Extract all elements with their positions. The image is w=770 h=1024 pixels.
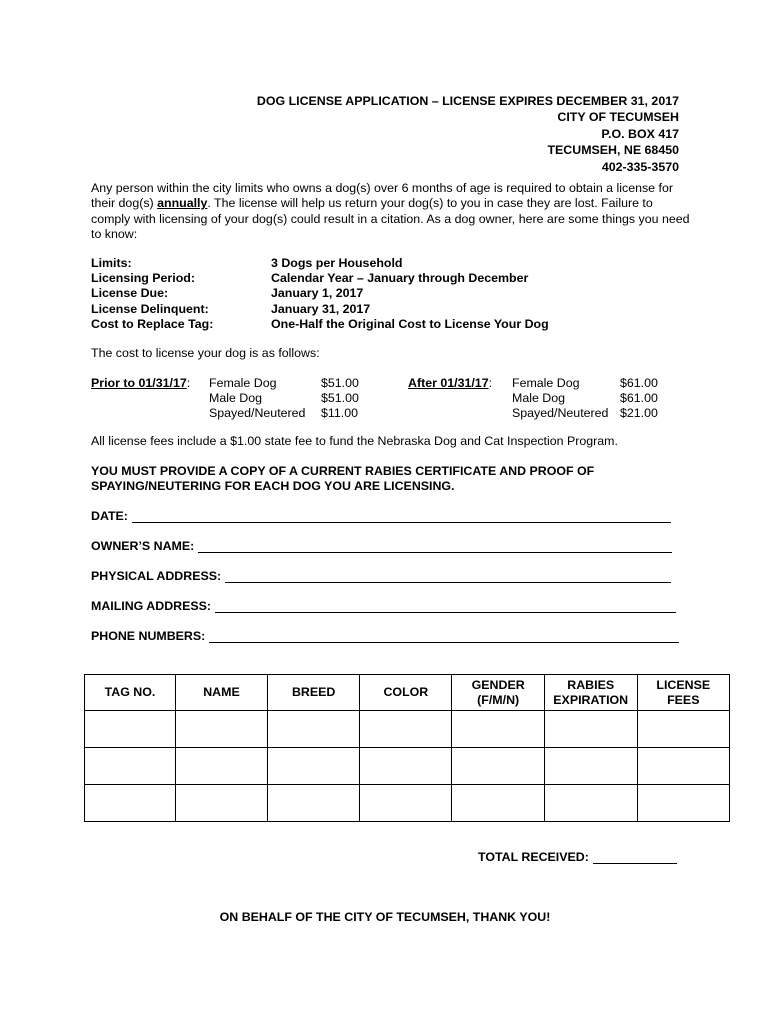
table-cell[interactable]: [85, 711, 176, 748]
cost-intro: The cost to license your dog is as follows:: [91, 346, 320, 360]
physical-address-field: PHYSICAL ADDRESS:: [91, 569, 671, 583]
city-name: CITY OF TECUMSEH: [557, 110, 679, 125]
table-cell[interactable]: [452, 711, 544, 748]
state-fee-note: All license fees include a $1.00 state fee to fund the Nebraska Dog and Cat Inspection Program.: [91, 434, 618, 448]
fact-row: License Due: January 1, 2017: [91, 286, 364, 301]
fees-after: After 01/31/17: Female Dog Male Dog Spayed/Neutered $61.00 $61.00 $21.00: [408, 376, 658, 420]
city-state-zip: TECUMSEH, NE 68450: [547, 143, 679, 158]
requirements-notice: YOU MUST PROVIDE A COPY OF A CURRENT RABIES CERTIFICATE AND PROOF OF SPAYING/NEUTERING FOR EACH DOG YOU ARE LICENSING.: [91, 464, 595, 494]
table-cell[interactable]: [452, 748, 544, 785]
col-tag-no: TAG NO.: [85, 675, 176, 711]
col-gender: GENDER (F/M/N): [452, 675, 544, 711]
thank-you-note: ON BEHALF OF THE CITY OF TECUMSEH, THANK YOU!: [219, 910, 551, 924]
table-cell[interactable]: [452, 785, 544, 822]
col-color: COLOR: [360, 675, 452, 711]
po-box: P.O. BOX 417: [601, 126, 679, 141]
table-cell[interactable]: [85, 748, 176, 785]
table-cell[interactable]: [268, 748, 360, 785]
date-input[interactable]: [132, 510, 671, 523]
table-cell[interactable]: [175, 748, 267, 785]
table-cell[interactable]: [268, 711, 360, 748]
owner-name-input[interactable]: [198, 540, 672, 553]
phone-number: 402-335-3570: [601, 159, 679, 174]
table-header-row: [85, 675, 730, 711]
fact-row: Limits: 3 Dogs per Household: [91, 256, 403, 270]
fees-after-label: After 01/31/17: [408, 376, 489, 390]
mailing-address-field: MAILING ADDRESS:: [91, 599, 676, 613]
annually-emphasis: annually: [157, 196, 208, 211]
date-field: DATE:: [91, 509, 671, 523]
col-breed: BREED: [268, 675, 360, 711]
physical-address-input[interactable]: [225, 570, 671, 583]
table-cell[interactable]: [544, 748, 637, 785]
fact-row: License Delinquent: January 31, 2017: [91, 301, 371, 316]
total-received: TOTAL RECEIVED:: [478, 850, 677, 864]
table-cell[interactable]: [360, 748, 452, 785]
owner-name-field: OWNER’S NAME:: [91, 539, 672, 553]
col-name: NAME: [175, 675, 267, 711]
form-title: DOG LICENSE APPLICATION – LICENSE EXPIRES DECEMBER 31, 2017: [256, 94, 679, 108]
table-cell[interactable]: [360, 785, 452, 822]
table-row: [85, 785, 730, 822]
table-cell[interactable]: [85, 785, 176, 822]
table-cell[interactable]: [175, 785, 267, 822]
dog-table: [84, 674, 730, 822]
col-license-fees: LICENSE FEES: [637, 675, 729, 711]
fact-row: Cost to Replace Tag: One-Half the Original Cost to License Your Dog: [91, 316, 549, 331]
fees-prior: Prior to 01/31/17: Female Dog Male Dog Spayed/Neutered $51.00 $51.00 $11.00: [91, 376, 359, 420]
table-cell[interactable]: [268, 785, 360, 822]
fact-row: Licensing Period: Calendar Year – January through December: [91, 271, 529, 286]
phone-numbers-field: PHONE NUMBERS:: [91, 629, 679, 643]
table-cell[interactable]: [175, 711, 267, 748]
fees-prior-label: Prior to 01/31/17: [91, 376, 187, 390]
intro-paragraph: Any person within the city limits who owns a dog(s) over 6 months of age is required to obtain a license for their dog(s) annually. The license will help us return your dog(s) to you in case they are lost. Failure to comply with licensing of your dog(s) could result in a citation. As a dog owner, here are some things you need to know:: [91, 181, 690, 242]
table-cell[interactable]: [637, 748, 729, 785]
license-facts: [91, 256, 549, 332]
phone-numbers-input[interactable]: [209, 630, 679, 643]
mailing-address-input[interactable]: [215, 600, 676, 613]
table-cell[interactable]: [544, 785, 637, 822]
total-received-input[interactable]: [593, 851, 677, 864]
form-header: [257, 93, 679, 175]
table-cell[interactable]: [360, 711, 452, 748]
table-cell[interactable]: [544, 711, 637, 748]
table-cell[interactable]: [637, 785, 729, 822]
table-row: [85, 711, 730, 748]
col-rabies-expiration: RABIES EXPIRATION: [544, 675, 637, 711]
table-cell[interactable]: [637, 711, 729, 748]
table-row: [85, 748, 730, 785]
